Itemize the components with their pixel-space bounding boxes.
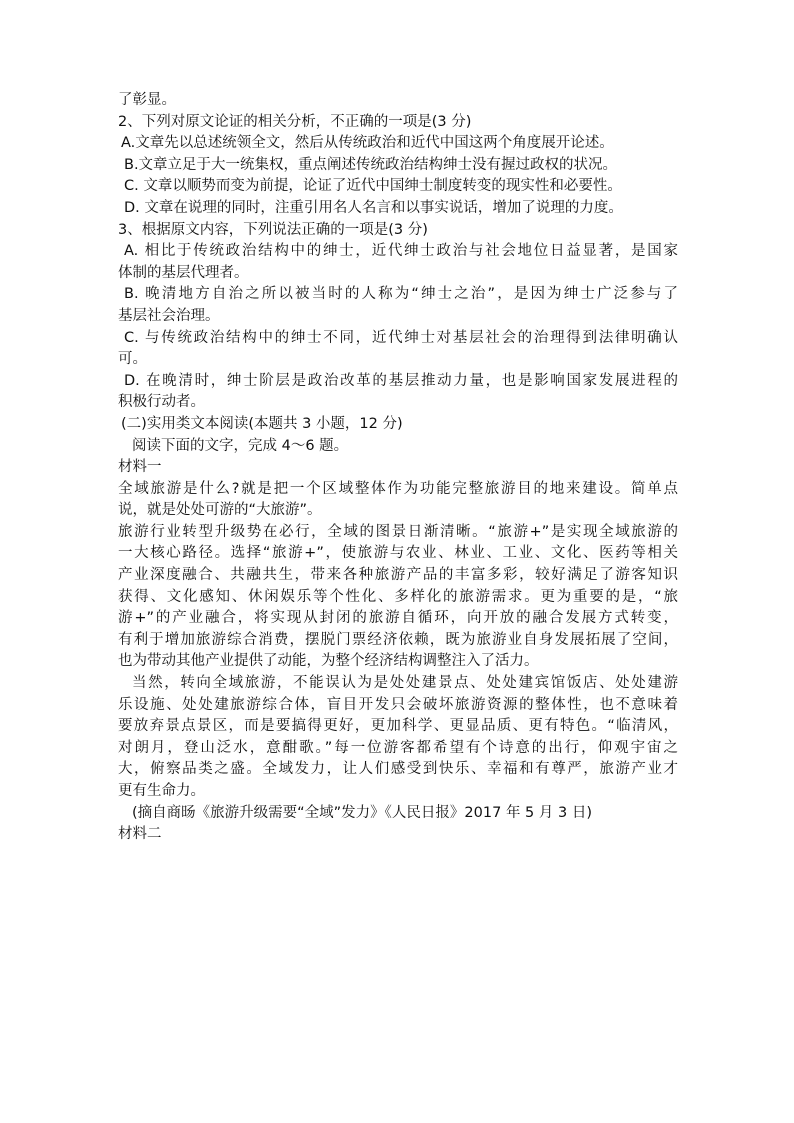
option-d: D. 文章在说理的同时，注重引用名人名言和以事实说话，增加了说理的力度。 xyxy=(124,199,623,216)
option-d: D. 在晚清时，绅士阶层是政治改革的基层推动力量，也是影响国家发展进程的 xyxy=(124,372,678,389)
text-line: 对朗月，登山泛水，意酣歌。”每一位游客都希望有个诗意的出行，仰观宇宙之 xyxy=(118,739,678,756)
instruction: 阅读下面的文字，完成 4～6 题。 xyxy=(132,437,349,454)
option-b: B.文章立足于大一统集权，重点阐述传统政治结构绅士没有握过政权的状况。 xyxy=(124,156,618,173)
document-page xyxy=(118,90,678,846)
material-heading: 材料二 xyxy=(118,826,162,843)
text-line: 获得、文化感知、休闲娱乐等个性化、多样化的旅游需求。更为重要的是，“旅 xyxy=(118,588,678,605)
question-3-stem: 3、根据原文内容，下列说法正确的一项是(3 分) xyxy=(118,221,428,238)
text-line: 更有生命力。 xyxy=(118,783,205,799)
citation: (摘自商旸《旅游升级需要“全域”发力》《人民日报》2017 年 5 月 3 日) xyxy=(132,804,592,821)
text-line: 有利于增加旅游综合消费，摆脱门票经济依赖，既为旅游业自身发展拓展了空间， xyxy=(118,631,678,648)
text-line: 要放弃景点景区，而是要搞得更好，更加科学、更显品质、更有特色。“临清风， xyxy=(118,718,678,735)
text-line: 乐设施、处处建旅游综合体，盲目开发只会破坏旅游资源的整体性，也不意味着 xyxy=(118,696,678,713)
text-line: 全域旅游是什么?就是把一个区域整体作为功能完整旅游目的地来建设。简单点 xyxy=(118,480,678,497)
text-line: 可。 xyxy=(118,351,147,368)
section-heading: (二)实用类文本阅读(本题共 3 小题，12 分) xyxy=(121,415,403,432)
material-heading: 材料一 xyxy=(118,459,162,476)
text-line: 说，就是处处可游的“大旅游”。 xyxy=(118,502,322,519)
text-line: 体制的基层代理者。 xyxy=(118,264,249,281)
option-c: C. 与传统政治结构中的绅士不同，近代绅士对基层社会的治理得到法律明确认 xyxy=(124,329,678,346)
text-line: 也为带动其他产业提供了动能，为整个经济结构调整注入了活力。 xyxy=(118,653,539,670)
text-line: 了彰显。 xyxy=(118,92,176,108)
option-a: A.文章先以总述统领全文，然后从传统政治和近代中国这两个角度展开论述。 xyxy=(121,135,614,152)
text-line: 一大核心路径。选择“旅游+”，使旅游与农业、林业、工业、文化、医药等相关 xyxy=(118,545,678,562)
option-c: C. 文章以顺势而变为前提，论证了近代中国绅士制度转变的现实性和必要性。 xyxy=(124,178,622,195)
text-line: 游+”的产业融合，将实现从封闭的旅游自循环，向开放的融合发展方式转变， xyxy=(118,610,678,627)
text-line: 大，俯察品类之盛。全域发力，让人们感受到快乐、幸福和有尊严，旅游产业才 xyxy=(118,761,678,778)
text-line: 积极行动者。 xyxy=(118,394,205,411)
question-2-stem: 2、下列对原文论证的相关分析，不正确的一项是(3 分) xyxy=(118,113,472,130)
text-line: 基层社会治理。 xyxy=(118,307,220,324)
option-a: A. 相比于传统政治结构中的绅士，近代绅士政治与社会地位日益显著，是国家 xyxy=(124,243,678,260)
option-b: B. 晚清地方自治之所以被当时的人称为“绅士之治”，是因为绅士广泛参与了 xyxy=(124,286,678,303)
text-line: 产业深度融合、共融共生，带来各种旅游产品的丰富多彩，较好满足了游客知识 xyxy=(118,567,678,584)
text-line: 旅游行业转型升级势在必行，全域的图景日渐清晰。“旅游+”是实现全域旅游的 xyxy=(118,523,678,540)
text-line: 当然，转向全域旅游，不能误认为是处处建景点、处处建宾馆饭店、处处建游 xyxy=(132,675,678,692)
